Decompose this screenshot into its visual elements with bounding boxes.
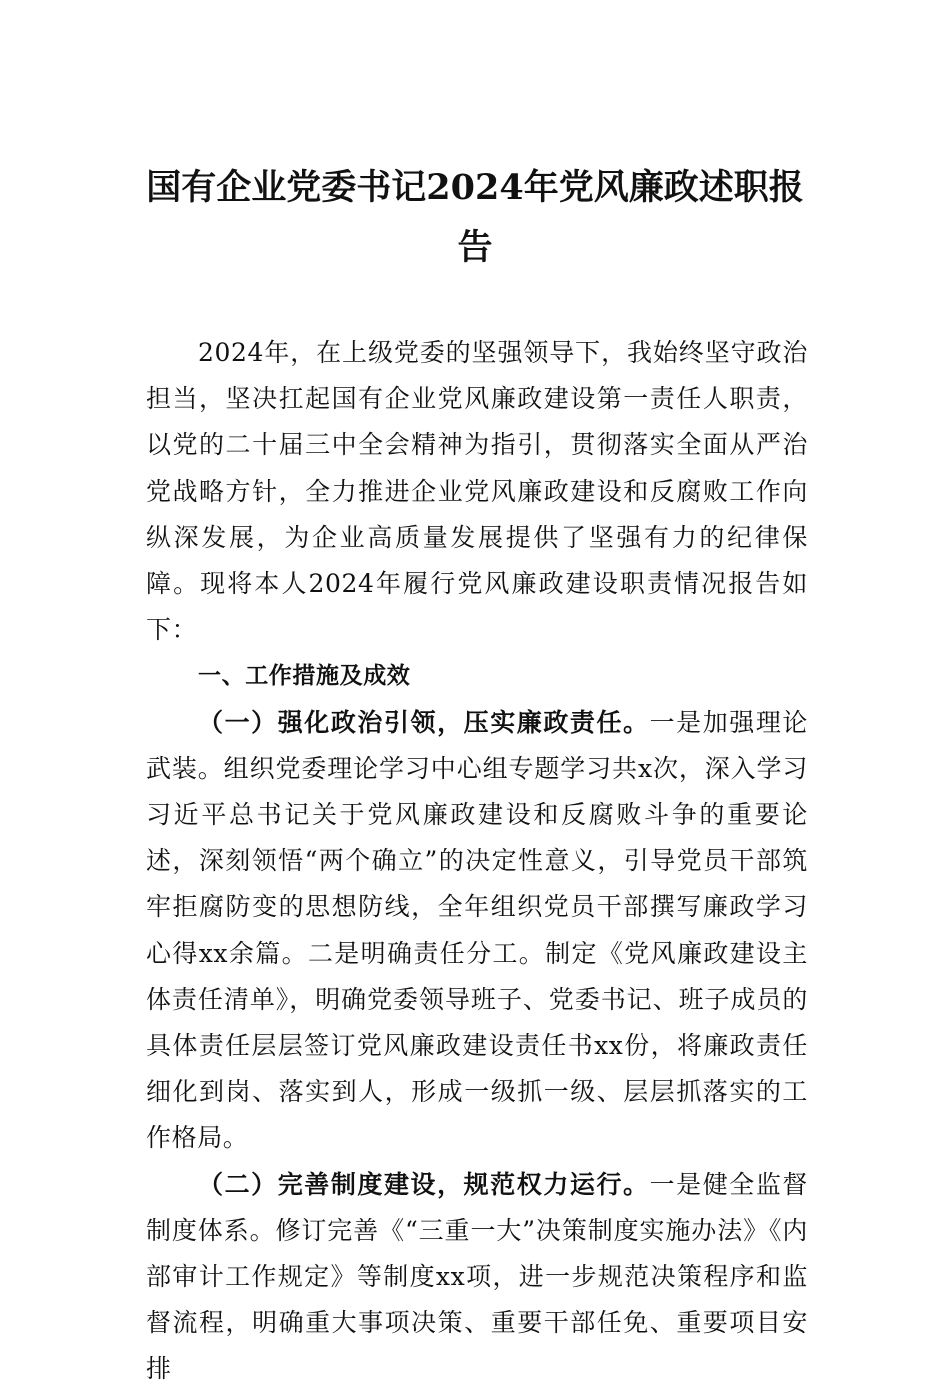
section-heading: 一、工作措施及成效 xyxy=(198,663,411,690)
item-one-lead: （一）强化政治引领，压实廉政责任。 xyxy=(198,707,650,737)
item-one-paragraph xyxy=(146,700,808,1162)
intro-paragraph: 2024年，在上级党委的坚强领导下，我始终坚守政治担当，坚决扛起国有企业党风廉政建设第一责任人职责，以党的二十届三中全会精神为指引，贯彻落实全面从严治党战略方针，全力推进企业党风廉政建设和反腐败工作向纵深发展，为企业高质量发展提供了坚强有力的纪律保障。现将本人2024年履行党风廉政建设职责情况报告如下： xyxy=(146,338,808,645)
item-one-body: 一是加强理论武装。组织党委理论学习中心组专题学习共x次，深入学习习近平总书记关于党风廉政建设和反腐败斗争的重要论述，深刻领悟“两个确立”的决定性意义，引导党员干部筑牢拒腐防变的思想防线，全年组织党员干部撰写廉政学习心得xx余篇。二是明确责任分工。制定《党风廉政建设主体责任清单》，明确党委领导班子、党委书记、班子成员的具体责任层层签订党风廉政建设责任书xx份，将廉政责任细化到岗、落实到人，形成一级抓一级、层层抓落实的工作格局。 xyxy=(146,707,808,1153)
document-body xyxy=(146,330,808,1393)
item-two-body: 一是健全监督制度体系。修订完善《“三重一大”决策制度实施办法》《内部审计工作规定》等制度xx项，进一步规范决策程序和监督流程，明确重大事项决策、重要干部任免、重要项目安排 xyxy=(146,1169,808,1384)
item-two-lead: （二）完善制度建设，规范权力运行。 xyxy=(198,1169,650,1199)
document-title: 国有企业党委书记2024年党风廉政述职报告 xyxy=(146,167,804,268)
item-two-paragraph xyxy=(146,1162,808,1393)
